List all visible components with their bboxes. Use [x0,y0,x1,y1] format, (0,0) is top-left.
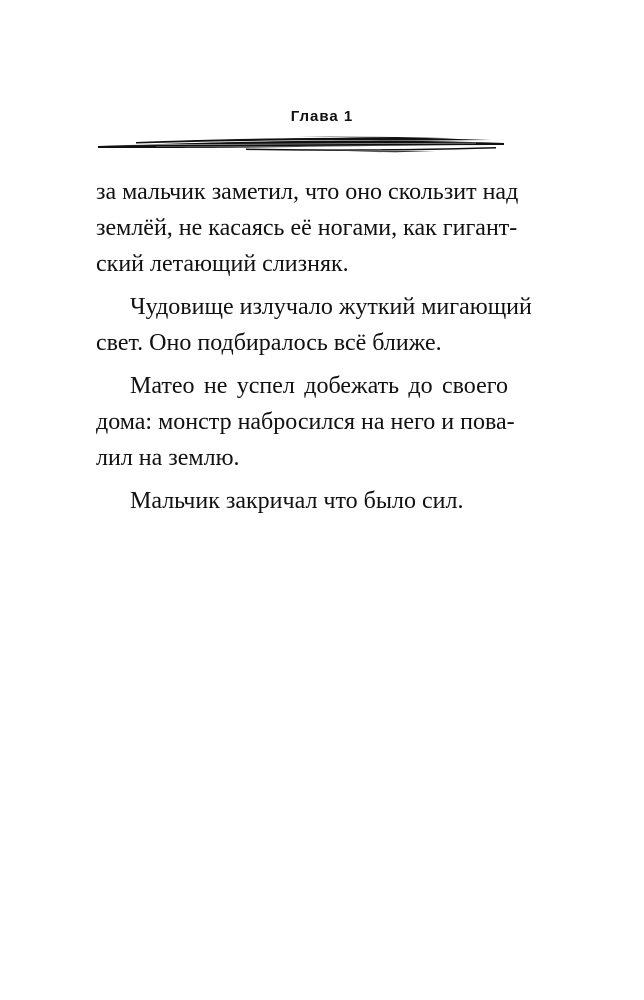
text-line: Мальчик закричал что было сил. [130,488,464,514]
text-line: Чудовище излучало жуткий мигающий [130,294,532,320]
running-head: Глава 1 [290,108,354,125]
text-line: свет. Оно подбиралось всё ближе. [96,330,442,356]
text-line: лил на землю. [96,445,240,471]
brush-stroke-divider [96,133,506,157]
text-line: ский летающий слизняк. [96,251,349,277]
paragraph-3 [96,368,515,476]
paragraph-1 [96,174,519,282]
text-line: дома: монстр набросился на него и пова- [96,409,515,435]
paragraph-4 [96,483,508,519]
paragraph-2 [96,289,532,361]
body-text [96,174,532,526]
text-line: землёй, не касаясь её ногами, как гигант- [96,215,518,241]
text-line: за мальчик заметил, что оно скользит над [96,179,519,205]
text-line: Матео не успел добежать до своего [130,373,508,399]
